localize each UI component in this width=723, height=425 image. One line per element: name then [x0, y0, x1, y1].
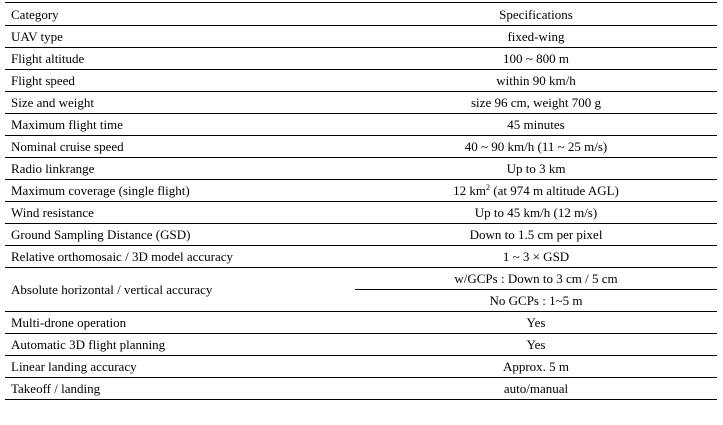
row-category: Ground Sampling Distance (GSD)	[5, 224, 355, 246]
row-spec: auto/manual	[355, 378, 717, 400]
table-row	[5, 268, 717, 290]
row-category: UAV type	[5, 26, 355, 48]
table-row	[5, 356, 717, 378]
row-spec: Yes	[355, 312, 717, 334]
table-row	[5, 180, 717, 202]
table-row	[5, 26, 717, 48]
table-row	[5, 224, 717, 246]
table-row	[5, 48, 717, 70]
row-spec	[355, 180, 717, 202]
row-category: Flight altitude	[5, 48, 355, 70]
row-category: Radio linkrange	[5, 158, 355, 180]
row-spec: Up to 45 km/h (12 m/s)	[355, 202, 717, 224]
specifications-table	[5, 2, 717, 400]
row-spec: size 96 cm, weight 700 g	[355, 92, 717, 114]
header-category: Category	[5, 3, 355, 26]
row-category: Linear landing accuracy	[5, 356, 355, 378]
table-row	[5, 378, 717, 400]
table-row	[5, 202, 717, 224]
header-specifications: Specifications	[355, 3, 717, 26]
table-row	[5, 246, 717, 268]
row-spec: 1 ~ 3 × GSD	[355, 246, 717, 268]
row-spec-no-gcps: No GCPs : 1~5 m	[355, 290, 717, 312]
row-spec: 45 minutes	[355, 114, 717, 136]
table-row	[5, 92, 717, 114]
table-row	[5, 114, 717, 136]
row-spec: 40 ~ 90 km/h (11 ~ 25 m/s)	[355, 136, 717, 158]
table-row	[5, 312, 717, 334]
spec-value: 12 km	[453, 183, 486, 198]
table-row	[5, 136, 717, 158]
row-category: Maximum coverage (single flight)	[5, 180, 355, 202]
row-spec: Approx. 5 m	[355, 356, 717, 378]
row-spec: Down to 1.5 cm per pixel	[355, 224, 717, 246]
spec-value-suffix: (at 974 m altitude AGL)	[489, 183, 619, 198]
row-category: Wind resistance	[5, 202, 355, 224]
table-header-row	[5, 3, 717, 26]
row-spec: 100 ~ 800 m	[355, 48, 717, 70]
row-spec: fixed-wing	[355, 26, 717, 48]
table-row	[5, 70, 717, 92]
row-spec: within 90 km/h	[355, 70, 717, 92]
row-spec-with-gcps: w/GCPs : Down to 3 cm / 5 cm	[355, 268, 717, 290]
row-category: Takeoff / landing	[5, 378, 355, 400]
row-category: Relative orthomosaic / 3D model accuracy	[5, 246, 355, 268]
table-row	[5, 334, 717, 356]
row-spec: Yes	[355, 334, 717, 356]
row-category: Absolute horizontal / vertical accuracy	[5, 268, 355, 312]
table-row	[5, 158, 717, 180]
row-category: Flight speed	[5, 70, 355, 92]
row-category: Nominal cruise speed	[5, 136, 355, 158]
row-category: Maximum flight time	[5, 114, 355, 136]
row-category: Automatic 3D flight planning	[5, 334, 355, 356]
spec-superscript: 2	[485, 183, 490, 192]
row-category: Multi-drone operation	[5, 312, 355, 334]
row-spec: Up to 3 km	[355, 158, 717, 180]
row-category: Size and weight	[5, 92, 355, 114]
